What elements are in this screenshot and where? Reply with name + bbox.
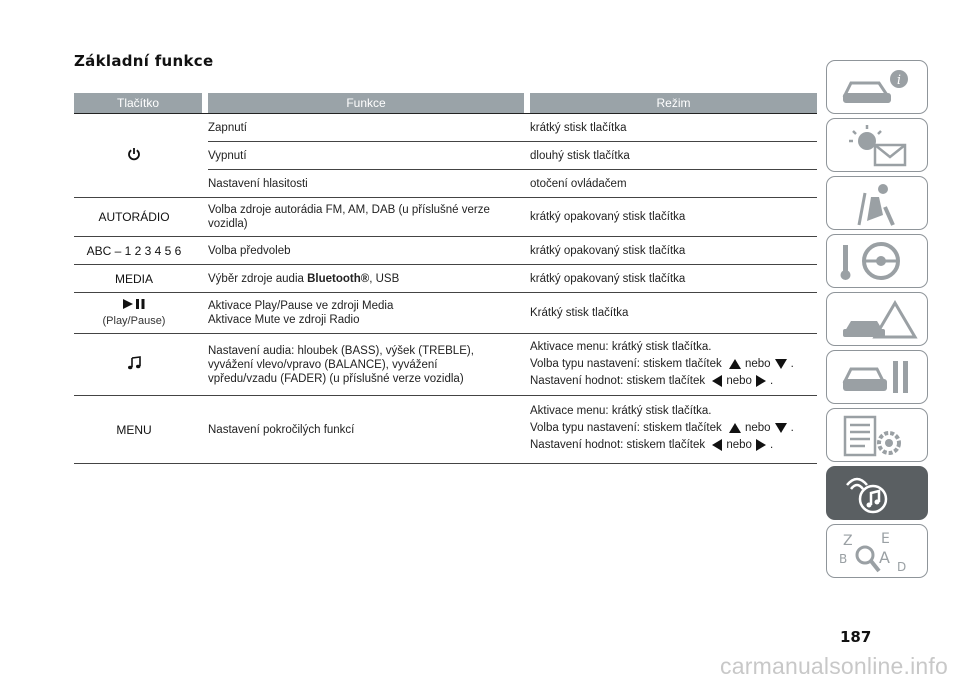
mode-cell: Krátký stisk tlačítka (530, 293, 817, 334)
bluetooth-label: Bluetooth® (307, 272, 370, 285)
function-cell: Vypnutí (208, 142, 524, 170)
arrow-down-icon (775, 423, 787, 433)
mode-cell: Aktivace menu: krátký stisk tlačítka. Volba typu nastavení: stiskem tlačítek nebo . Nastavení hodnot: stiskem tlačítek nebo . (530, 334, 817, 396)
header-button: Tlačítko (74, 93, 202, 114)
button-label: MEDIA (74, 265, 202, 293)
mode-cell: krátký opakovaný stisk tlačítka (530, 237, 817, 265)
tab-multimedia[interactable] (826, 466, 928, 520)
emergency-warning-icon (837, 297, 919, 343)
arrow-down-icon (775, 359, 787, 369)
footer-watermark: carmanualsonline.info (720, 653, 948, 679)
table-row (74, 293, 817, 334)
audio-button-cell (74, 334, 202, 396)
function-cell: Volba zdroje autorádia FM, AM, DAB (u příslušné verze vozidla) (208, 198, 524, 237)
play-pause-caption: (Play/Pause) (102, 315, 166, 327)
tab-starting-driving[interactable] (826, 234, 928, 288)
table-header-row (74, 93, 817, 114)
header-function: Funkce (208, 93, 524, 114)
function-cell: Zapnutí (208, 114, 524, 142)
warning-lights-mail-icon (837, 123, 919, 169)
car-tools-icon (837, 355, 919, 401)
steering-wheel-key-icon (837, 239, 919, 285)
svg-text:A: A (879, 548, 890, 567)
tab-car-info[interactable] (826, 60, 928, 114)
mode-cell: Aktivace menu: krátký stisk tlačítka. Volba typu nastavení: stiskem tlačítek nebo . Nastavení hodnot: stiskem tlačítek nebo . (530, 396, 817, 464)
function-cell: Nastavení hlasitosti (208, 170, 524, 198)
car-info-icon (837, 65, 919, 111)
svg-text:B: B (839, 552, 848, 566)
arrow-up-icon (729, 423, 741, 433)
specs-gear-icon (837, 413, 919, 459)
button-label: ABC – 1 2 3 4 5 6 (74, 237, 202, 265)
functions-table (74, 93, 817, 464)
svg-text:E: E (881, 531, 890, 547)
tab-emergency[interactable] (826, 292, 928, 346)
tab-technical-data[interactable] (826, 408, 928, 462)
table-row (74, 334, 817, 396)
svg-text:D: D (897, 560, 907, 574)
table-row (74, 396, 817, 464)
svg-text:i: i (896, 73, 902, 88)
mode-cell: krátký opakovaný stisk tlačítka (530, 265, 817, 293)
button-label: AUTORÁDIO (74, 198, 202, 237)
mode-cell: krátký opakovaný stisk tlačítka (530, 198, 817, 237)
arrow-right-icon (756, 439, 766, 451)
function-cell: Aktivace Play/Pause ve zdroji Media Aktivace Mute ve zdroji Radio (208, 293, 524, 334)
tab-warning-lights[interactable] (826, 118, 928, 172)
tab-index[interactable] (826, 524, 928, 578)
page-number: 187 (840, 628, 872, 646)
power-icon (127, 147, 141, 161)
button-label: MENU (74, 396, 202, 464)
function-cell: Výběr zdroje audia Bluetooth®, USB (208, 265, 524, 293)
power-button-cell (74, 114, 202, 198)
function-cell: Nastavení pokročilých funkcí (208, 396, 524, 464)
index-search-icon (837, 529, 919, 575)
table-row (74, 198, 817, 237)
function-cell: Volba předvoleb (208, 237, 524, 265)
tab-safety[interactable] (826, 176, 928, 230)
chapter-sidebar (826, 60, 934, 582)
header-mode: Režim (530, 93, 817, 114)
svg-text:Z: Z (843, 533, 853, 549)
table-row (74, 237, 817, 265)
tab-maintenance[interactable] (826, 350, 928, 404)
music-note-icon (127, 356, 141, 370)
play-pause-icon (121, 298, 147, 310)
table-row (74, 265, 817, 293)
seat-airbag-icon (837, 181, 919, 227)
arrow-left-icon (712, 375, 722, 387)
arrow-left-icon (712, 439, 722, 451)
multimedia-icon (837, 471, 919, 517)
arrow-up-icon (729, 359, 741, 369)
mode-cell: krátký stisk tlačítka (530, 114, 817, 142)
mode-cell: otočení ovládačem (530, 170, 817, 198)
arrow-right-icon (756, 375, 766, 387)
function-cell: Nastavení audia: hloubek (BASS), výšek (TREBLE), vyvážení vlevo/vpravo (BALANCE), vyvážení vpředu/vzadu (FADER) (u příslušné verze vozidla) (208, 334, 524, 396)
table-row (74, 114, 817, 142)
page-title: Základní funkce (74, 52, 214, 70)
mode-cell: dlouhý stisk tlačítka (530, 142, 817, 170)
play-pause-button-cell (74, 293, 202, 334)
